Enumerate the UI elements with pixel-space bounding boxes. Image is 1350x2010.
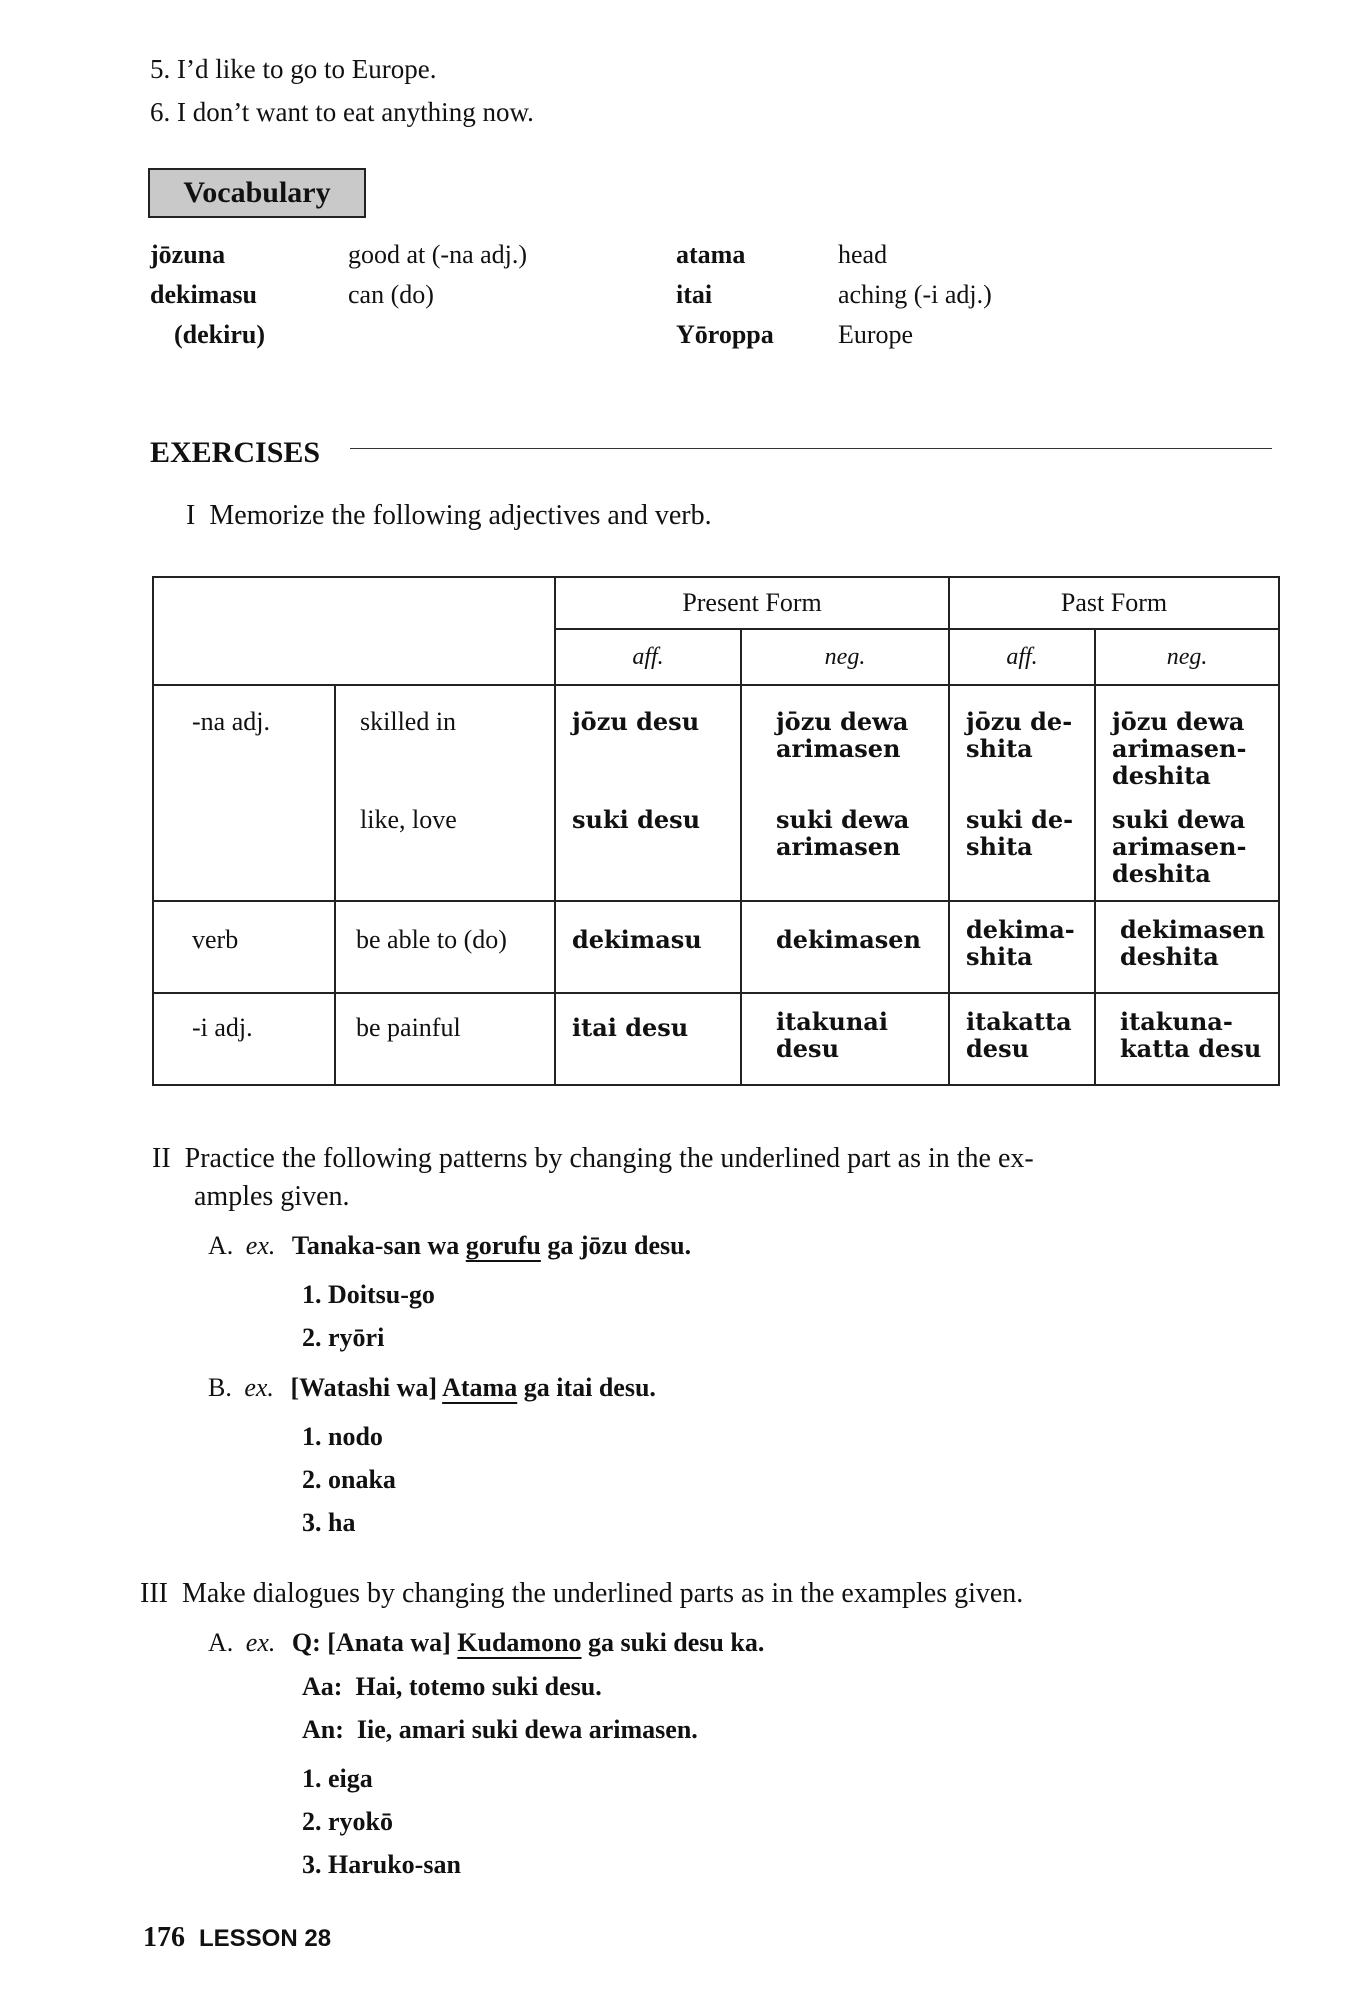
conjugation-form: dekimasen deshita: [1120, 915, 1265, 971]
example-question: [292, 1628, 764, 1657]
row-type: -i adj.: [192, 1013, 253, 1042]
list-item: [302, 1850, 461, 1880]
item-text: nodo: [328, 1422, 383, 1451]
speaker-label: An:: [302, 1715, 344, 1744]
example-sentence: [290, 1373, 655, 1402]
list-item: [302, 1465, 396, 1495]
type-cell: [153, 901, 335, 993]
example-line: [208, 1628, 764, 1658]
past-aff-header: aff.: [949, 629, 1095, 685]
list-item: [302, 1422, 383, 1452]
item-number: 3.: [302, 1508, 322, 1537]
exercise-text: Practice the following patterns by changing the underlined part as in the ex-: [184, 1143, 1034, 1174]
past-form-header: Past Form: [949, 577, 1279, 629]
item-number: 1.: [302, 1280, 322, 1309]
list-item: [302, 1764, 373, 1794]
exercise-iii-instruction: [140, 1578, 1023, 1610]
ex-label: ex.: [244, 1373, 274, 1402]
past-neg-cell: [1095, 901, 1279, 993]
exercise-text: Make dialogues by changing the underlined parts as in the examples given.: [181, 1578, 1024, 1609]
conjugation-form: suki desu: [572, 805, 701, 834]
vocab-term: itai: [676, 280, 713, 309]
list-item: [302, 1323, 384, 1353]
row-meaning: be able to (do): [356, 925, 507, 954]
item-text: Doitsu-go: [328, 1280, 435, 1309]
item-number: 2.: [302, 1807, 322, 1836]
type-cell: [153, 993, 335, 1085]
meaning-cell: [335, 901, 555, 993]
present-neg-cell: [741, 685, 949, 901]
conjugation-form: jōzu dewa arimasen: [776, 707, 909, 763]
ex-label: ex.: [245, 1231, 276, 1260]
table-row: [153, 901, 1279, 993]
section-label: B.: [208, 1373, 232, 1402]
item-number: 6.: [150, 97, 171, 127]
table-row: [153, 993, 1279, 1085]
vocab-meaning: can (do): [348, 280, 434, 309]
exercise-numeral: II: [152, 1143, 171, 1174]
conjugation-form: suki de- shita: [966, 805, 1074, 861]
exercise-numeral: III: [140, 1578, 168, 1609]
conjugation-table: [152, 576, 1280, 1086]
item-text: ryokō: [328, 1807, 393, 1836]
past-aff-cell: [949, 993, 1095, 1085]
conjugation-form: dekima- shita: [966, 915, 1075, 971]
item-text: Haruko-san: [328, 1850, 461, 1879]
vocab-meaning: aching (-i adj.): [838, 280, 992, 309]
sentence-part: ga suki desu ka.: [581, 1628, 765, 1657]
vocab-term: jōzuna: [150, 240, 226, 269]
item-text: eiga: [328, 1764, 373, 1793]
meaning-cell: [335, 993, 555, 1085]
list-item: [150, 97, 534, 128]
page-footer: [143, 1922, 331, 1954]
item-number: 1.: [302, 1764, 322, 1793]
exercise-i-instruction: [186, 500, 712, 532]
answer-text: Hai, totemo suki desu.: [355, 1672, 602, 1701]
present-neg-cell: [741, 993, 949, 1085]
conjugation-form: itakuna- katta desu: [1120, 1007, 1262, 1063]
row-meaning: be painful: [356, 1013, 461, 1042]
sentence-part: [Anata wa]: [327, 1628, 458, 1657]
row-meaning: like, love: [360, 805, 457, 834]
present-neg-cell: [741, 901, 949, 993]
present-aff-header: aff.: [555, 629, 741, 685]
underlined-word: Kudamono: [457, 1628, 582, 1657]
sentence-part: ga jōzu desu.: [540, 1231, 692, 1260]
vocab-meaning: Europe: [838, 320, 914, 349]
exercise-numeral: I: [186, 500, 196, 531]
present-aff-cell: [555, 993, 741, 1085]
present-aff-cell: [555, 901, 741, 993]
list-item: [150, 54, 436, 85]
vocab-term: (dekiru): [174, 320, 265, 349]
conjugation-form: dekimasen: [776, 925, 921, 954]
underlined-word: gorufu: [465, 1231, 541, 1260]
type-cell: [153, 685, 335, 901]
item-text: I don’t want to eat anything now.: [177, 97, 534, 127]
example-line: [208, 1373, 656, 1403]
row-type: verb: [192, 925, 239, 954]
page-number: 176: [143, 1922, 185, 1953]
section-label: A.: [208, 1628, 234, 1657]
list-item: [302, 1280, 435, 1310]
item-number: 3.: [302, 1850, 322, 1879]
past-neg-cell: [1095, 685, 1279, 901]
item-text: onaka: [328, 1465, 396, 1494]
lesson-label: LESSON 28: [199, 1925, 332, 1952]
example-answer: [302, 1715, 698, 1745]
exercise-text: Memorize the following adjectives and verb.: [209, 500, 712, 531]
present-form-header: Present Form: [555, 577, 949, 629]
exercise-text-continued: amples given.: [194, 1181, 350, 1212]
vocab-meaning: head: [838, 240, 888, 269]
section-label: A.: [208, 1231, 234, 1260]
sentence-part: [Watashi wa]: [290, 1373, 443, 1402]
past-neg-cell: [1095, 993, 1279, 1085]
example-line: [208, 1231, 691, 1261]
list-item: [302, 1508, 355, 1538]
table-corner: [153, 577, 555, 685]
heading-rule: [350, 448, 1272, 449]
example-sentence: [292, 1231, 691, 1260]
conjugation-form: suki dewa arimasen: [776, 805, 910, 861]
list-item: [302, 1807, 393, 1837]
exercise-ii-instruction: [152, 1143, 1034, 1175]
conjugation-form: itakatta desu: [966, 1007, 1072, 1063]
past-aff-cell: [949, 685, 1095, 901]
vocab-term: Yōroppa: [676, 320, 774, 349]
example-answer: [302, 1672, 602, 1702]
item-number: 2.: [302, 1323, 322, 1352]
present-aff-cell: [555, 685, 741, 901]
item-text: I’d like to go to Europe.: [177, 54, 437, 84]
item-number: 1.: [302, 1422, 322, 1451]
row-type: -na adj.: [192, 707, 270, 736]
item-text: ryōri: [328, 1323, 385, 1352]
present-neg-header: neg.: [741, 629, 949, 685]
row-meaning: skilled in: [360, 707, 457, 736]
conjugation-form: jōzu de- shita: [966, 707, 1073, 763]
conjugation-form: jōzu dewa arimasen- deshita: [1112, 707, 1247, 790]
vocabulary-heading: Vocabulary: [148, 168, 366, 218]
exercises-heading: EXERCISES: [150, 436, 321, 469]
past-aff-cell: [949, 901, 1095, 993]
conjugation-form: dekimasu: [572, 925, 702, 954]
item-number: 2.: [302, 1465, 322, 1494]
meaning-cell: [335, 685, 555, 901]
conjugation-form: itai desu: [572, 1013, 689, 1042]
speaker-label: Q:: [291, 1628, 321, 1657]
vocab-term: dekimasu: [150, 280, 257, 309]
sentence-part: Tanaka-san wa: [291, 1231, 466, 1260]
past-neg-header: neg.: [1095, 629, 1279, 685]
table-row: [153, 685, 1279, 901]
conjugation-form: itakunai desu: [776, 1007, 888, 1063]
answer-text: Iie, amari suki dewa arimasen.: [356, 1715, 698, 1744]
speaker-label: Aa:: [302, 1672, 343, 1701]
ex-label: ex.: [245, 1628, 276, 1657]
vocab-term: atama: [676, 240, 746, 269]
item-text: ha: [328, 1508, 356, 1537]
vocab-meaning: good at (-na adj.): [348, 240, 528, 269]
conjugation-form: suki dewa arimasen- deshita: [1112, 805, 1247, 888]
underlined-word: Atama: [442, 1373, 518, 1402]
sentence-part: ga itai desu.: [517, 1373, 656, 1402]
conjugation-form: jōzu desu: [572, 707, 700, 736]
item-number: 5.: [150, 54, 171, 84]
